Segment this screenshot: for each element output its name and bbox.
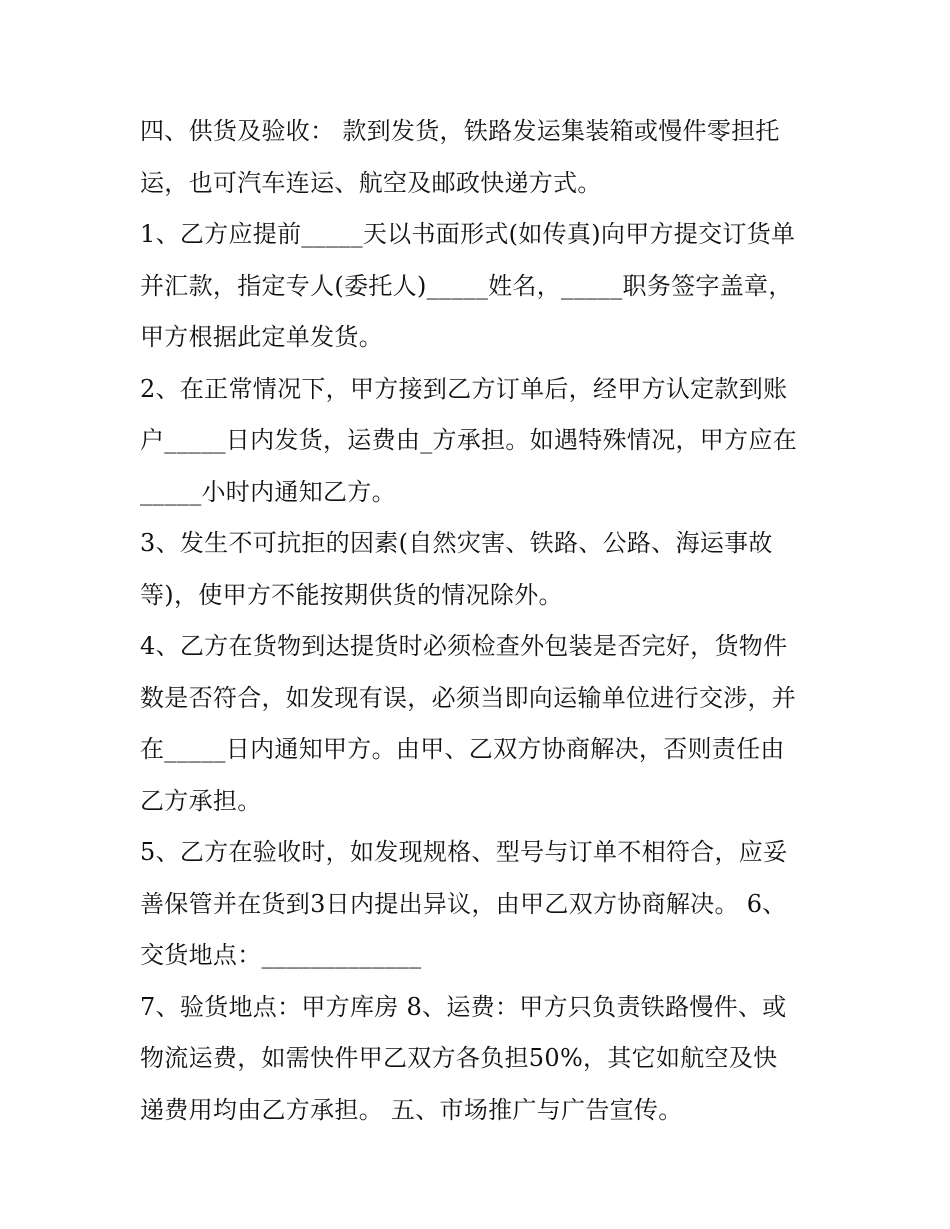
text-line: 物流运费，如需快件甲乙双方各负担50%，其它如航空及快	[140, 1044, 778, 1072]
text-line-clause-3: 3、发生不可抗拒的因素(自然灾害、铁路、公路、海运事故	[140, 529, 773, 557]
text-line: 甲方根据此定单发货。	[140, 323, 383, 351]
text-line: 运，也可汽车连运、航空及邮政快递方式。	[140, 168, 602, 197]
text-line: _____小时内通知乙方。	[140, 477, 396, 506]
text-line: 在_____日内通知甲方。由甲、乙双方协商解决，否则责任由	[140, 735, 785, 763]
text-line: 善保管并在货到3日内提出异议，由甲乙双方协商解决。 6、	[140, 889, 787, 918]
text-line-clause-1: 1、乙方应提前_____天以书面形式(如传真)向甲方提交订货单	[140, 220, 796, 248]
text-line: 并汇款，指定专人(委托人)_____姓名，_____职务签字盖章，	[140, 271, 793, 300]
text-line: 户_____日内发货，运费由_方承担。如遇特殊情况，甲方应在	[140, 426, 797, 454]
text-line-clause-4: 4、乙方在货物到达提货时必须检查外包装是否完好，货物件	[140, 632, 788, 660]
text-line-clause-5: 5、乙方在验收时，如发现规格、型号与订单不相符合，应妥	[140, 838, 788, 866]
text-line-clause-7: 7、验货地点：甲方库房 8、运费：甲方只负责铁路慢件、或	[140, 992, 787, 1021]
text-line-delivery-location: 交货地点：_____________	[140, 941, 422, 969]
document-page	[140, 106, 820, 1136]
text-line-supply-heading: 四、供货及验收： 款到发货，铁路发运集装箱或慢件零担托	[140, 117, 780, 145]
text-line-clause-2: 2、在正常情况下，甲方接到乙方订单后，经甲方认定款到账	[140, 374, 788, 403]
text-line: 数是否符合，如发现有误，必须当即向运输单位进行交涉，并	[140, 683, 797, 712]
text-line: 乙方承担。	[140, 786, 262, 815]
text-line: 递费用均由乙方承担。 五、市场推广与广告宣传。	[140, 1095, 683, 1124]
text-line: 等)，使甲方不能按期供货的情况除外。	[140, 580, 563, 609]
